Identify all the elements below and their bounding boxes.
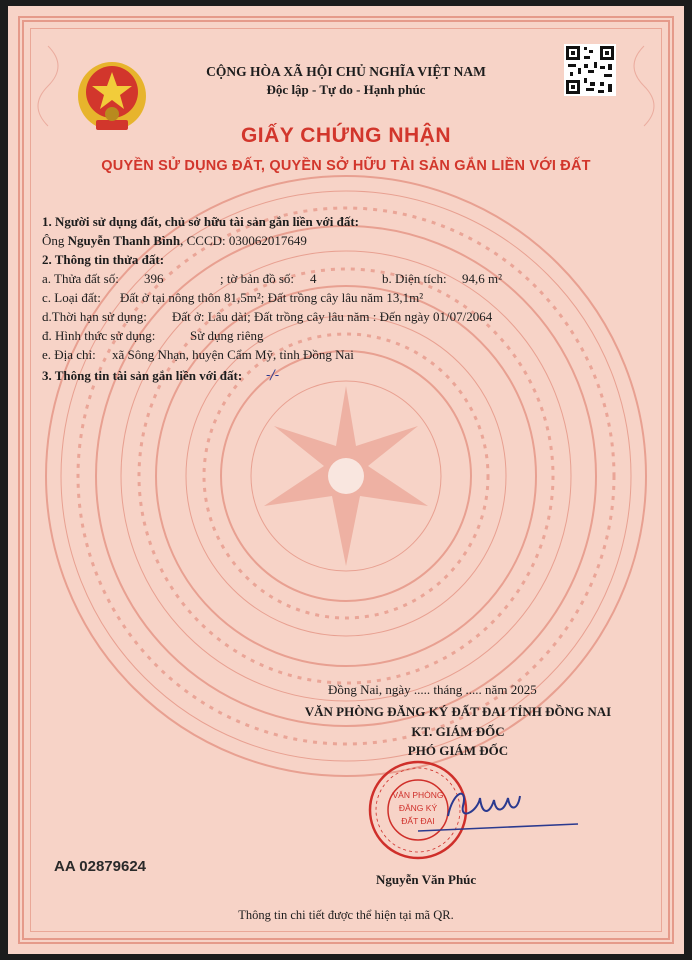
address-value: xã Sông Nhạn, huyện Cẩm Mỹ, tỉnh Đồng Nai	[112, 347, 354, 362]
section3-value: -/-	[266, 368, 280, 383]
land-type-value: Đất ở tại nông thôn 81,5m²; Đất trồng cây lâu năm 13,1m²	[120, 290, 424, 305]
map-label: ; tờ bản đồ số:	[220, 271, 295, 286]
owner-name: Nguyễn Thanh Bình	[67, 233, 181, 248]
issuing-office: VĂN PHÒNG ĐĂNG KÝ ĐẤT ĐAI TỈNH ĐỒNG NAI	[304, 704, 612, 719]
owner-prefix: Ông	[42, 233, 65, 248]
section2-heading: 2. Thông tin thửa đất:	[42, 252, 165, 267]
certificate-subtitle: QUYỀN SỬ DỤNG ĐẤT, QUYỀN SỞ HỮU TÀI SẢN GẮN LIỀN VỚI ĐẤT	[101, 158, 591, 174]
signer-name: Nguyễn Văn Phúc	[376, 872, 477, 887]
certificate-page	[8, 6, 684, 954]
parcel-value: 396	[144, 271, 164, 286]
seal-line-1: VĂN PHÒNG	[392, 790, 444, 800]
seal-line-3: ĐẤT ĐAI	[401, 816, 435, 826]
signer-role-2: PHÓ GIÁM ĐỐC	[407, 743, 509, 758]
signer-role-1: KT. GIÁM ĐỐC	[411, 724, 505, 739]
section1-heading: 1. Người sử dụng đất, chủ sở hữu tài sản gắn liền với đất:	[42, 214, 359, 229]
term-value: Đất ở: Lâu dài; Đất trồng cây lâu năm : Đến ngày 01/07/2064	[172, 309, 493, 324]
land-type-label: c. Loại đất:	[42, 290, 101, 305]
area-value: 94,6 m²	[462, 271, 503, 286]
usage-form-value: Sử dụng riêng	[190, 328, 264, 343]
national-motto: Độc lập - Tự do - Hạnh phúc	[266, 82, 426, 97]
usage-form-label: đ. Hình thức sử dụng:	[42, 328, 156, 343]
country-name: CỘNG HÒA XÃ HỘI CHỦ NGHĨA VIỆT NAM	[206, 64, 486, 79]
owner-line	[42, 233, 307, 249]
parcel-label: a. Thửa đất số:	[42, 271, 119, 286]
date-line: Đồng Nai, ngày ..... tháng ..... năm 2025	[328, 682, 537, 697]
certificate-title: GIẤY CHỨNG NHẬN	[240, 124, 452, 147]
seal-line-2: ĐĂNG KÝ	[398, 803, 438, 813]
handwritten-signature	[408, 776, 588, 846]
area-label: b. Diện tích:	[382, 271, 447, 286]
term-label: d.Thời hạn sử dụng:	[42, 309, 147, 324]
section3-heading: 3. Thông tin tài sản gắn liền với đất:	[42, 368, 243, 383]
footer-note: Thông tin chi tiết được thể hiện tại mã QR.	[238, 908, 454, 922]
owner-id: , CCCD: 030062017649	[180, 233, 307, 248]
serial-number: AA 02879624	[54, 858, 147, 875]
map-value: 4	[310, 271, 317, 286]
address-label: e. Địa chỉ:	[42, 347, 96, 362]
